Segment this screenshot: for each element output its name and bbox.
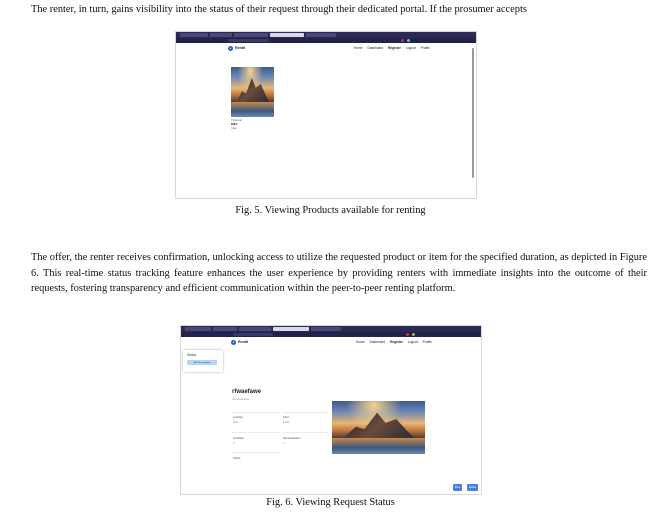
product-subtitle: rfwaefawefawe (232, 398, 250, 401)
nav-links (354, 46, 430, 50)
body-paragraph-middle: The offer, the renter receives confirmation, unlocking access to utilize the requested product or item for the specified duration, as depicted in Figure 6. This real-time status tracking feature enhances the user experience by providing renters with immediate insights into the outcome of their requests, fostering transparency and efficient communication within the peer-to-peer renting platform. (31, 252, 647, 294)
divider (282, 432, 328, 433)
figure-6-screenshot (180, 325, 482, 495)
status-rent-button[interactable]: Rent this product (187, 360, 217, 365)
browser-tab[interactable] (185, 327, 211, 331)
logo-icon: ● (229, 46, 232, 50)
nav-links (356, 340, 432, 344)
body-paragraph-top: The renter, in turn, gains visibility into the status of their request through their dedicated portal. If the prosumer accepts (31, 4, 527, 15)
browser-tab-active[interactable] (273, 327, 309, 331)
product-image[interactable] (231, 67, 274, 117)
address-input[interactable] (233, 333, 273, 336)
product-unit: / day (231, 127, 237, 130)
extension-icon[interactable] (407, 39, 410, 42)
browser-tab[interactable] (180, 33, 208, 37)
browser-tab-active[interactable] (270, 33, 304, 37)
product-image[interactable] (332, 401, 425, 454)
logo-icon: ● (232, 340, 235, 344)
brand[interactable] (228, 46, 245, 51)
product-title: rfwaefawe (232, 389, 262, 395)
nav-register[interactable]: Register (390, 340, 403, 344)
figure-5-caption: Fig. 5. Viewing Products available for renting (235, 205, 426, 216)
nav-dashboard[interactable]: Dashboard (367, 46, 384, 50)
nav-home[interactable]: Home (356, 340, 365, 344)
nav-profile[interactable]: Profile (422, 340, 432, 344)
location-value: Pune (233, 421, 239, 424)
extension-icon[interactable] (406, 333, 409, 336)
brand-name: Rentit (235, 46, 246, 50)
nav-logout[interactable]: Logout (407, 340, 418, 344)
price-value: $ 400 (283, 421, 289, 424)
nav-logout[interactable]: Logout (405, 46, 416, 50)
extension-icon[interactable] (412, 333, 415, 336)
scrollbar[interactable] (472, 48, 474, 178)
browser-tab[interactable] (234, 33, 268, 37)
price-label: Price (283, 416, 289, 419)
divider (232, 432, 280, 433)
divider (282, 412, 328, 413)
product-owner: Prosumer (231, 119, 243, 122)
nav-profile[interactable]: Profile (420, 46, 430, 50)
app-navbar (176, 43, 476, 53)
browser-tab[interactable] (210, 33, 232, 37)
rental-duration-label: Rental duration (283, 437, 301, 440)
app-navbar (181, 337, 481, 347)
delete-button[interactable]: Delete (468, 486, 477, 489)
status-title: Status (187, 353, 197, 357)
browser-tab[interactable] (311, 327, 341, 331)
rental-duration-value: 1 (283, 442, 285, 445)
rent-button[interactable]: Rent (454, 486, 461, 489)
browser-tab[interactable] (306, 33, 336, 37)
location-label: Location (233, 416, 243, 419)
brand[interactable] (231, 340, 248, 345)
condition-label: Condition (233, 437, 244, 440)
nav-register[interactable]: Register (388, 46, 401, 50)
address-input[interactable] (228, 39, 268, 42)
nav-home[interactable]: Home (354, 46, 363, 50)
condition-value: A (233, 442, 235, 445)
status-popup (183, 350, 223, 372)
figure-6-caption: Fig. 6. Viewing Request Status (266, 497, 395, 508)
browser-tab[interactable] (239, 327, 271, 331)
extension-icon[interactable] (401, 39, 404, 42)
product-price: $28.5 (231, 123, 238, 126)
divider (232, 412, 280, 413)
brand-name: Rentit (238, 340, 249, 344)
browser-tab[interactable] (213, 327, 237, 331)
figure-5-screenshot (175, 31, 477, 199)
nav-dashboard[interactable]: Dashboard (369, 340, 386, 344)
phone-label: Phone (233, 457, 241, 460)
divider (232, 452, 280, 453)
